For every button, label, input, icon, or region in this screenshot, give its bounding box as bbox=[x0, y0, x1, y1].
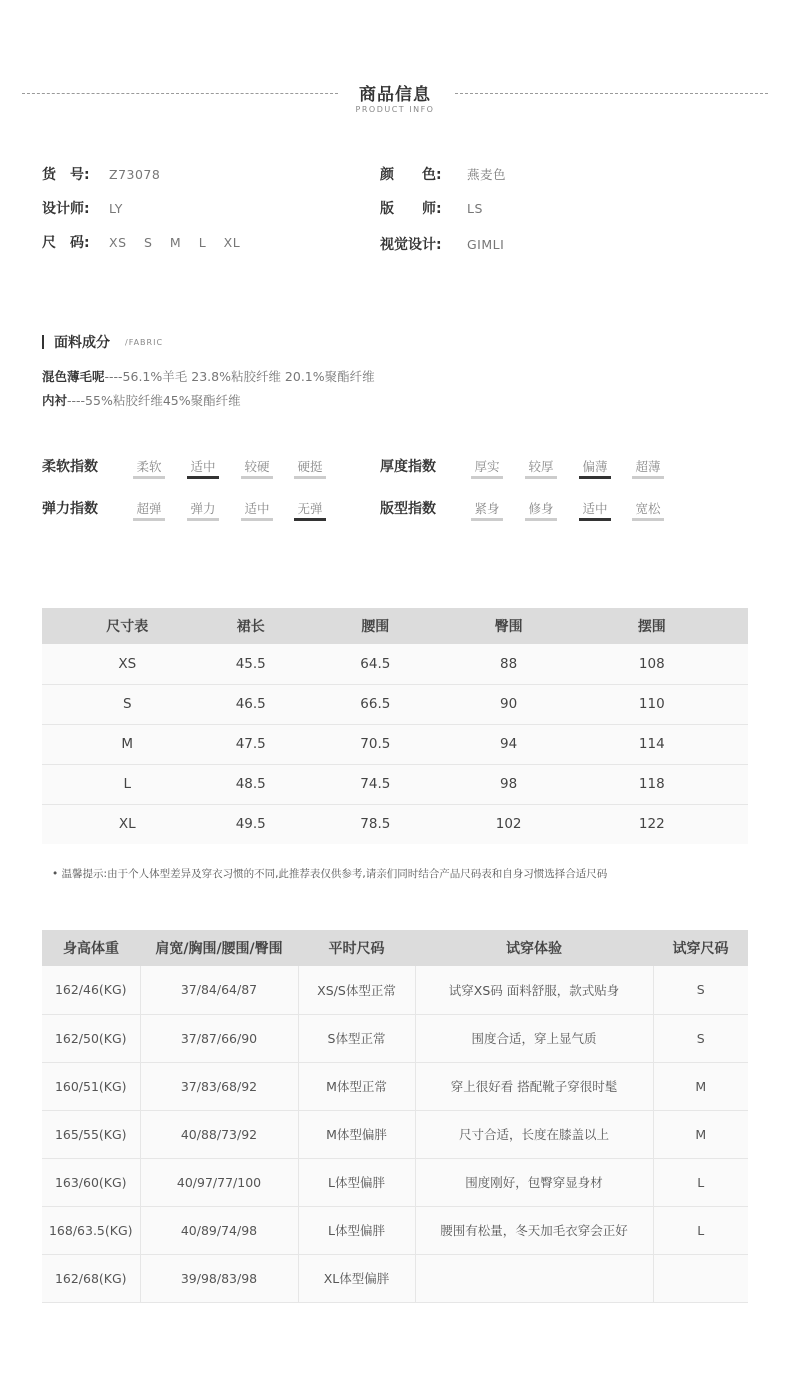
index-option-underline bbox=[187, 518, 219, 521]
index-option-underline bbox=[632, 518, 664, 521]
designer-label: 设计师: bbox=[42, 201, 90, 217]
try-on-table bbox=[42, 930, 748, 1303]
index-option-underline bbox=[241, 518, 273, 521]
index-option-underline bbox=[133, 518, 165, 521]
size-table-row bbox=[42, 804, 748, 844]
size-table-cell: 102 bbox=[462, 804, 556, 844]
color-value: 燕麦色 bbox=[467, 167, 507, 182]
try-table-cell: 39/98/83/98 bbox=[140, 1254, 298, 1302]
size-table-cell: 49.5 bbox=[212, 804, 289, 844]
try-table-cell: 37/84/64/87 bbox=[140, 966, 298, 1014]
index-option: 弹力 bbox=[190, 501, 216, 516]
size-table bbox=[42, 608, 748, 844]
index-option-underline bbox=[471, 518, 503, 521]
info-size bbox=[42, 233, 362, 253]
size-table-cell: M bbox=[42, 724, 212, 764]
index-selected-marker bbox=[187, 476, 219, 479]
index-option: 柔软 bbox=[136, 459, 162, 474]
try-table-row bbox=[42, 1014, 748, 1062]
try-table-header-cell: 试穿体验 bbox=[415, 930, 653, 966]
fabric-lining-composition: ----55%粘胶纤维45%聚酯纤维 bbox=[67, 393, 241, 408]
try-table-cell: L bbox=[653, 1158, 748, 1206]
size-table-cell: 48.5 bbox=[212, 764, 289, 804]
try-table-cell: S体型正常 bbox=[298, 1014, 415, 1062]
index-label: 版型指数 bbox=[380, 501, 436, 517]
size-table-cell: 88 bbox=[462, 644, 556, 684]
try-table-cell: XS/S体型正常 bbox=[298, 966, 415, 1014]
size-table-cell: 66.5 bbox=[289, 684, 462, 724]
try-table-cell bbox=[415, 1254, 653, 1302]
pattern-value: LS bbox=[467, 201, 483, 216]
size-table-cell: 70.5 bbox=[289, 724, 462, 764]
size-table-row bbox=[42, 684, 748, 724]
item-no-value: Z73078 bbox=[109, 167, 161, 182]
try-table-row bbox=[42, 1158, 748, 1206]
info-designer bbox=[42, 199, 342, 219]
size-table-cell: 47.5 bbox=[212, 724, 289, 764]
index-label: 柔软指数 bbox=[42, 459, 98, 475]
size-table-cell: 110 bbox=[556, 684, 748, 724]
size-table-cell: 46.5 bbox=[212, 684, 289, 724]
index-option: 较硬 bbox=[244, 459, 270, 474]
size-table-cell: 122 bbox=[556, 804, 748, 844]
try-table-cell: M体型偏胖 bbox=[298, 1110, 415, 1158]
index-option: 修身 bbox=[528, 501, 554, 516]
index-option-underline bbox=[525, 476, 557, 479]
visual-value: GIMLI bbox=[467, 237, 505, 252]
try-table-header-cell: 平时尺码 bbox=[298, 930, 415, 966]
color-label: 颜 色: bbox=[380, 167, 442, 183]
try-table-header bbox=[42, 930, 748, 966]
fabric-outer-name: 混色薄毛呢 bbox=[42, 369, 105, 384]
size-table-header-cell: 摆围 bbox=[556, 608, 748, 644]
index-option: 适中 bbox=[190, 459, 216, 474]
index-option: 厚实 bbox=[474, 459, 500, 474]
section-header bbox=[0, 78, 790, 118]
index-option: 无弹 bbox=[297, 501, 323, 516]
index-option: 紧身 bbox=[474, 501, 500, 516]
try-table-row bbox=[42, 966, 748, 1014]
size-option: XS bbox=[109, 235, 127, 250]
fabric-line-lining bbox=[42, 392, 241, 410]
try-table-cell: 穿上很好看 搭配靴子穿很时髦 bbox=[415, 1062, 653, 1110]
try-table-cell: L体型偏胖 bbox=[298, 1206, 415, 1254]
try-table-row bbox=[42, 1062, 748, 1110]
try-table-cell: 162/68(KG) bbox=[42, 1254, 140, 1302]
index-option-underline bbox=[525, 518, 557, 521]
size-table-header-cell: 臀围 bbox=[462, 608, 556, 644]
try-table-cell: 40/88/73/92 bbox=[140, 1110, 298, 1158]
pattern-label: 版 师: bbox=[380, 201, 442, 217]
index-option: 宽松 bbox=[635, 501, 661, 516]
size-table-header-cell: 裙长 bbox=[212, 608, 289, 644]
try-table-cell: 160/51(KG) bbox=[42, 1062, 140, 1110]
size-option: M bbox=[169, 235, 182, 250]
designer-value: LY bbox=[109, 201, 123, 216]
fabric-outer-composition: ----56.1%羊毛 23.8%粘胶纤维 20.1%聚酯纤维 bbox=[104, 369, 375, 384]
size-option: S bbox=[143, 235, 153, 250]
try-table-cell: 163/60(KG) bbox=[42, 1158, 140, 1206]
try-table-cell: M bbox=[653, 1062, 748, 1110]
size-table-cell: XS bbox=[42, 644, 212, 684]
try-table-cell: 168/63.5(KG) bbox=[42, 1206, 140, 1254]
size-table-row bbox=[42, 644, 748, 684]
size-label: 尺 码: bbox=[42, 235, 90, 251]
info-color bbox=[380, 165, 680, 185]
try-table-cell: S bbox=[653, 1014, 748, 1062]
try-table-cell: 围度合适，穿上显气质 bbox=[415, 1014, 653, 1062]
try-table-cell: 围度刚好，包臀穿显身材 bbox=[415, 1158, 653, 1206]
size-options bbox=[109, 233, 253, 253]
size-table-cell: 64.5 bbox=[289, 644, 462, 684]
try-table-cell: 尺寸合适，长度在膝盖以上 bbox=[415, 1110, 653, 1158]
index-option: 偏薄 bbox=[582, 459, 608, 474]
try-table-row bbox=[42, 1254, 748, 1302]
try-table-cell: 40/97/77/100 bbox=[140, 1158, 298, 1206]
try-table-cell: XL体型偏胖 bbox=[298, 1254, 415, 1302]
info-visual bbox=[380, 235, 680, 255]
visual-label: 视觉设计: bbox=[380, 237, 442, 253]
size-table-cell: 78.5 bbox=[289, 804, 462, 844]
index-option: 较厚 bbox=[528, 459, 554, 474]
index-label: 弹力指数 bbox=[42, 501, 98, 517]
size-table-cell: S bbox=[42, 684, 212, 724]
size-table-header-cell: 腰围 bbox=[289, 608, 462, 644]
fabric-title: 面料成分 bbox=[54, 335, 110, 351]
size-option: L bbox=[198, 235, 207, 250]
index-option-underline bbox=[241, 476, 273, 479]
size-table-cell: XL bbox=[42, 804, 212, 844]
index-option: 适中 bbox=[244, 501, 270, 516]
try-table-cell: L bbox=[653, 1206, 748, 1254]
size-table-header-cell: 尺寸表 bbox=[42, 608, 212, 644]
size-table-cell: 94 bbox=[462, 724, 556, 764]
index-selected-marker bbox=[579, 476, 611, 479]
try-table-cell: 试穿XS码 面料舒服，款式贴身 bbox=[415, 966, 653, 1014]
try-table-cell: 37/83/68/92 bbox=[140, 1062, 298, 1110]
try-table-cell bbox=[653, 1254, 748, 1302]
size-table-cell: 45.5 bbox=[212, 644, 289, 684]
size-table-cell: 114 bbox=[556, 724, 748, 764]
try-table-cell: M体型正常 bbox=[298, 1062, 415, 1110]
size-table-row bbox=[42, 764, 748, 804]
try-table-cell: 162/50(KG) bbox=[42, 1014, 140, 1062]
size-table-cell: 98 bbox=[462, 764, 556, 804]
size-table-cell: 118 bbox=[556, 764, 748, 804]
fabric-lining-name: 内衬 bbox=[42, 393, 68, 408]
divider-right bbox=[455, 93, 768, 94]
index-selected-marker bbox=[294, 518, 326, 521]
try-table-header-cell: 试穿尺码 bbox=[653, 930, 748, 966]
section-subtitle: PRODUCT INFO bbox=[355, 105, 435, 114]
try-table-cell: 162/46(KG) bbox=[42, 966, 140, 1014]
index-option: 适中 bbox=[582, 501, 608, 516]
size-table-cell: 108 bbox=[556, 644, 748, 684]
size-option: XL bbox=[223, 235, 241, 250]
index-option-underline bbox=[632, 476, 664, 479]
fabric-title-bar bbox=[42, 335, 44, 349]
try-table-cell: M bbox=[653, 1110, 748, 1158]
try-table-cell: L体型偏胖 bbox=[298, 1158, 415, 1206]
try-table-cell: 165/55(KG) bbox=[42, 1110, 140, 1158]
section-title: 商品信息 bbox=[359, 85, 431, 105]
try-table-cell: 腰围有松量，冬天加毛衣穿会正好 bbox=[415, 1206, 653, 1254]
index-option-underline bbox=[471, 476, 503, 479]
index-option-underline bbox=[133, 476, 165, 479]
size-table-row bbox=[42, 724, 748, 764]
fabric-line-outer bbox=[42, 368, 375, 386]
try-table-row bbox=[42, 1110, 748, 1158]
tip-text: • 温馨提示:由于个人体型差异及穿衣习惯的不同,此推荐表仅供参考,请亲们同时结合产品尺码表和自身习惯选择合适尺码 bbox=[52, 868, 608, 880]
size-table-cell: 90 bbox=[462, 684, 556, 724]
index-option: 超弹 bbox=[136, 501, 162, 516]
try-table-header-cell: 肩宽/胸围/腰围/臀围 bbox=[140, 930, 298, 966]
index-option-underline bbox=[294, 476, 326, 479]
try-table-header-cell: 身高体重 bbox=[42, 930, 140, 966]
index-label: 厚度指数 bbox=[380, 459, 436, 475]
size-table-cell: L bbox=[42, 764, 212, 804]
try-table-cell: 37/87/66/90 bbox=[140, 1014, 298, 1062]
fabric-subtitle: /FABRIC bbox=[125, 338, 164, 347]
try-table-row bbox=[42, 1206, 748, 1254]
size-table-header bbox=[42, 608, 748, 644]
index-option: 硬挺 bbox=[297, 459, 323, 474]
index-option: 超薄 bbox=[635, 459, 661, 474]
info-item-no bbox=[42, 165, 342, 185]
item-no-label: 货 号: bbox=[42, 167, 90, 183]
info-pattern bbox=[380, 199, 680, 219]
size-table-cell: 74.5 bbox=[289, 764, 462, 804]
try-table-cell: 40/89/74/98 bbox=[140, 1206, 298, 1254]
index-selected-marker bbox=[579, 518, 611, 521]
try-table-cell: S bbox=[653, 966, 748, 1014]
